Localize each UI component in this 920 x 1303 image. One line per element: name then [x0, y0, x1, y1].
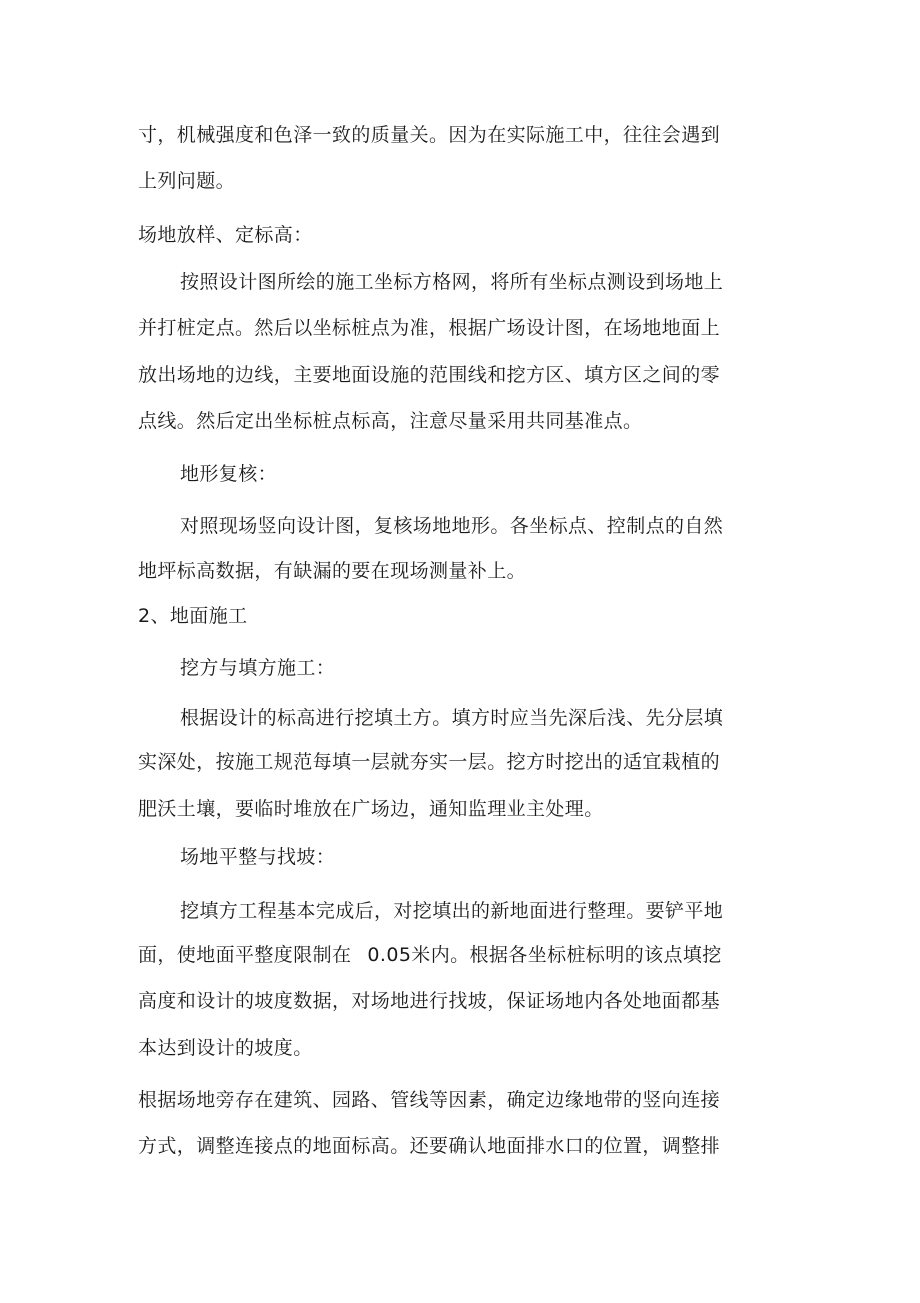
paragraph-fragment: 0.05米内。根据各坐标桩标明的该点填挖: [367, 944, 722, 966]
paragraph-line: 本达到设计的坡度。: [138, 1037, 313, 1059]
paragraph-line: 实深处，按施工规范每填一层就夯实一层。挖方时挖出的适宜栽植的: [138, 751, 721, 773]
section-heading: 挖方与填方施工：: [180, 657, 336, 679]
paragraph-line: 放出场地的边线，主要地面设施的范围线和挖方区、填方区之间的零: [138, 364, 721, 386]
paragraph-line: 按照设计图所绘的施工坐标方格网，将所有坐标点测设到场地上: [180, 271, 724, 293]
paragraph-line: 寸，机械强度和色泽一致的质量关。因为在实际施工中，往往会遇到: [138, 124, 721, 146]
paragraph-line: 点线。然后定出坐标桩点标高，注意尽量采用共同基准点。: [138, 410, 643, 432]
paragraph-line: 根据场地旁存在建筑、园路、管线等因素，确定边缘地带的竖向连接: [138, 1089, 721, 1111]
paragraph-line: 肥沃土壤，要临时堆放在广场边，通知监理业主处理。: [138, 798, 604, 820]
paragraph-line: 上列问题。: [138, 170, 236, 192]
paragraph-line: 对照现场竖向设计图，复核场地地形。各坐标点、控制点的自然: [180, 515, 724, 537]
paragraph-line: 根据设计的标高进行挖填土方。填方时应当先深后浅、先分层填: [180, 707, 724, 729]
section-heading: 场地放样、定标高：: [138, 224, 313, 246]
paragraph-line: [138, 943, 722, 967]
section-heading: 场地平整与找坡：: [180, 846, 336, 868]
paragraph-line: 高度和设计的坡度数据，对场地进行找坡，保证场地内各处地面都基: [138, 990, 721, 1012]
paragraph-fragment: 面，使地面平整度限制在: [138, 944, 352, 966]
section-heading: 地形复核：: [180, 463, 278, 485]
paragraph-line: 并打桩定点。然后以坐标桩点为准，根据广场设计图，在场地地面上: [138, 317, 721, 339]
paragraph-line: 地坪标高数据，有缺漏的要在现场测量补上。: [138, 560, 527, 582]
paragraph-line: 挖填方工程基本完成后，对挖填出的新地面进行整理。要铲平地: [180, 900, 724, 922]
paragraph-line: 方式，调整连接点的地面标高。还要确认地面排水口的位置，调整排: [138, 1135, 721, 1157]
section-heading: 2、地面施工: [138, 605, 248, 627]
